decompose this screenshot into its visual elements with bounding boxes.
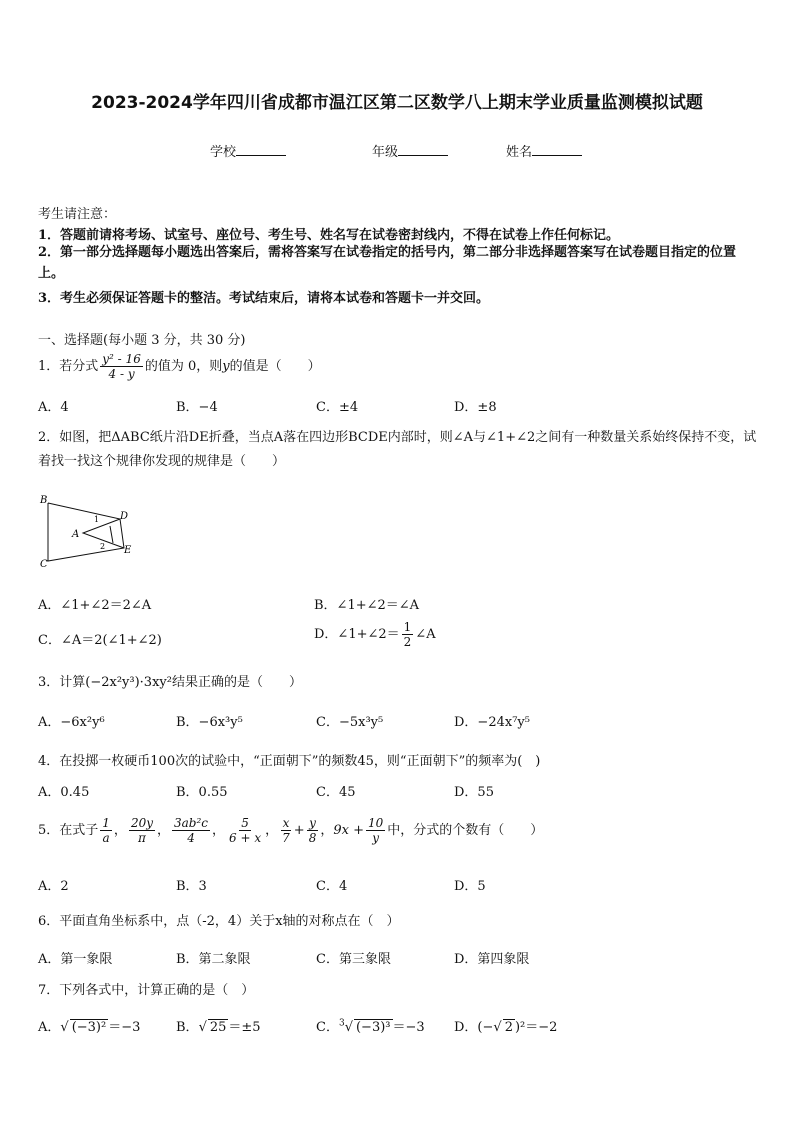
q5-f2-num: 20y [130, 816, 153, 830]
q3-option-a[interactable]: A．−6x²y⁶ [38, 715, 105, 730]
q7-optc-index: 3 [338, 1018, 345, 1029]
q2-label-b: B [40, 495, 48, 506]
section-heading: 一、选择题(每小题 3 分，共 30 分) [38, 333, 246, 348]
question-1 [38, 352, 321, 381]
q4-option-b[interactable]: B．0.55 [176, 785, 228, 800]
q7-opta-radicand: (−3)² [71, 1020, 107, 1035]
q5-sep-1: ， [113, 823, 127, 838]
page-title: 2023-2024学年四川省成都市温江区第二区数学八上期末学业质量监测模拟试题 [91, 93, 703, 113]
grade-blank[interactable] [398, 143, 448, 156]
notice-heading: 考生请注意： [38, 207, 117, 222]
q5-option-a[interactable]: A．2 [38, 879, 69, 894]
q2-optd-den: 2 [403, 635, 412, 649]
q5-prefix: 5．在式子 [38, 823, 99, 838]
q7-optc-post: ＝−3 [392, 1020, 425, 1035]
q7-optb-pre: B． [176, 1020, 199, 1035]
school-blank[interactable] [236, 143, 286, 156]
name-field [506, 141, 582, 160]
q5-option-b[interactable]: B．3 [176, 879, 207, 894]
q4-option-a[interactable]: A．0.45 [38, 785, 90, 800]
q5-sep-5: ， [320, 823, 334, 838]
q5-f3-num: 3ab²c [174, 816, 209, 830]
q2-label-2: 2 [100, 542, 106, 551]
q7-option-c[interactable]: C．$^3$√ (−3)³ ＝−3 [316, 1018, 425, 1035]
q5-f1-num: 1 [102, 816, 110, 830]
q5-frac-1 [100, 816, 112, 845]
school-field [210, 141, 286, 160]
q2-label-c: C [40, 559, 48, 570]
q3-option-d[interactable]: D．−24x⁷y⁵ [454, 715, 530, 730]
q5-f3-den: 4 [187, 831, 195, 845]
q5-f5a-den: 7 [282, 831, 290, 845]
q5-option-d[interactable]: D．5 [454, 879, 486, 894]
q7-optd-post: )²＝−2 [514, 1020, 558, 1035]
q2-option-a[interactable]: A．∠1+∠2＝2∠A [38, 598, 152, 613]
q2-label-e: E [124, 545, 132, 556]
q2-de-line [110, 526, 113, 543]
school-label: 学校 [210, 145, 237, 160]
q1-prefix: 1．若分式 [38, 359, 99, 374]
q1-var: y [222, 359, 230, 374]
q5-f4-num: 5 [241, 816, 249, 830]
q7-option-a[interactable]: A．√ (−3)² ＝−3 [38, 1020, 141, 1035]
question-6: 6．平面直角坐标系中，点（-2，4）关于x轴的对称点在（ ） [38, 914, 400, 929]
q5-frac-5a [280, 816, 292, 845]
q2-optd-fraction [402, 620, 414, 649]
question-4: 4．在投掷一枚硬币100次的试验中，“正面朝下”的频数45，则“正面朝下”的频率为( ) [38, 754, 541, 769]
q2-label-1: 1 [94, 515, 100, 524]
q2-option-b[interactable]: B．∠1+∠2＝∠A [314, 598, 420, 613]
q7-optd-pre: D．(− [454, 1020, 494, 1035]
q7-optb-post: ＝±5 [228, 1020, 261, 1035]
name-blank[interactable] [532, 143, 582, 156]
q5-sep-2: ， [157, 823, 171, 838]
q1-suffix2: 的值是（ ） [229, 359, 321, 374]
q5-frac-6 [366, 816, 385, 845]
q1-option-b[interactable]: B．−4 [176, 400, 218, 415]
q4-option-d[interactable]: D．55 [454, 785, 494, 800]
q6-option-b[interactable]: B．第二象限 [176, 952, 251, 967]
q7-option-d[interactable]: D．(−√ 2 )²＝−2 [454, 1020, 558, 1035]
q1-fraction [100, 352, 143, 381]
grade-field [372, 141, 448, 160]
q5-frac-3 [172, 816, 210, 845]
q2-label-d: D [120, 511, 129, 522]
q1-option-c[interactable]: C．±4 [316, 400, 359, 415]
q6-option-c[interactable]: C．第三象限 [316, 952, 391, 967]
q5-f6-prefix: 9x + [333, 823, 364, 838]
q5-f6-den: y [372, 831, 380, 845]
q1-option-a[interactable]: A．4 [38, 400, 69, 415]
q6-option-a[interactable]: A．第一象限 [38, 952, 113, 967]
q2-option-d[interactable] [314, 620, 436, 649]
q1-option-d[interactable]: D．±8 [454, 400, 497, 415]
q3-option-c[interactable]: C．−5x³y⁵ [316, 715, 384, 730]
q2-optd-suffix: ∠A [415, 627, 436, 642]
q5-f6-num: 10 [368, 816, 384, 830]
notice-item-3: 3．考生必须保证答题卡的整洁。考试结束后，请将本试卷和答题卡一并交回。 [38, 291, 490, 306]
q1-suffix: 的值为 0，则 [144, 359, 223, 374]
q5-sep-4: ， [265, 823, 279, 838]
q1-frac-num: y² - 16 [102, 352, 141, 366]
q2-label-a: A [72, 529, 80, 540]
q5-f5b-num: y [309, 816, 316, 830]
question-2: 2．如图，把ΔABC纸片沿DE折叠，当点A落在四边形BCDE内部时，则∠A与∠1+∠2之间有一种数量关系始终保持不变，试着找一找这个规律你发现的规律是（ ） [38, 430, 757, 469]
name-label: 姓名 [506, 145, 533, 160]
q5-frac-5b [307, 816, 319, 845]
notice-item-1: 1．答题前请将考场、试室号、座位号、考生号、姓名写在试卷密封线内，不得在试卷上作任何标记。 [38, 228, 620, 243]
q5-f1-den: a [102, 831, 110, 845]
question-5 [38, 816, 543, 845]
q5-f2-den: π [138, 831, 146, 845]
q2-option-c[interactable]: C．∠A＝2(∠1+∠2) [38, 633, 162, 648]
q1-frac-den: 4 - y [108, 367, 135, 381]
q5-f5b-den: 8 [308, 831, 317, 845]
q3-option-b[interactable]: B．−6x³y⁵ [176, 715, 243, 730]
notice-item-2: 2．第一部分选择题每小题选出答案后，需将答案写在试卷指定的括号内，第二部分非选择题答案写在试卷题目指定的位置上。 [38, 245, 737, 281]
q5-frac-2 [129, 816, 155, 845]
q7-opta-post: ＝−3 [108, 1020, 141, 1035]
question-3: 3．计算(−2x²y³)·3xy²结果正确的是（ ） [38, 675, 302, 690]
q5-sep-3: ， [212, 823, 226, 838]
q7-optb-radicand: 25 [209, 1020, 227, 1035]
q5-frac-4 [227, 816, 263, 845]
q5-f5a-num: x [282, 816, 290, 830]
q7-optd-radicand: 2 [504, 1020, 513, 1035]
q5-suffix: 中，分式的个数有（ ） [387, 823, 544, 838]
q2-optd-num: 1 [403, 620, 412, 634]
q2-optd-prefix: D．∠1+∠2＝ [314, 627, 400, 642]
q5-f4-den: 6 + x [229, 831, 262, 845]
q2-figure [38, 493, 138, 573]
q4-option-c[interactable]: C．45 [316, 785, 356, 800]
q7-opta-pre: A． [38, 1020, 61, 1035]
grade-label: 年级 [372, 145, 399, 160]
question-7: 7．下列各式中，计算正确的是（ ） [38, 983, 255, 998]
q7-optc-radicand: (−3)³ [355, 1020, 391, 1035]
q5-option-c[interactable]: C．4 [316, 879, 348, 894]
q7-optc-pre: C． [316, 1020, 339, 1035]
q6-option-d[interactable]: D．第四象限 [454, 952, 530, 967]
q5-plus: + [293, 823, 305, 838]
q7-option-b[interactable]: B．√ 25 ＝±5 [176, 1020, 261, 1035]
